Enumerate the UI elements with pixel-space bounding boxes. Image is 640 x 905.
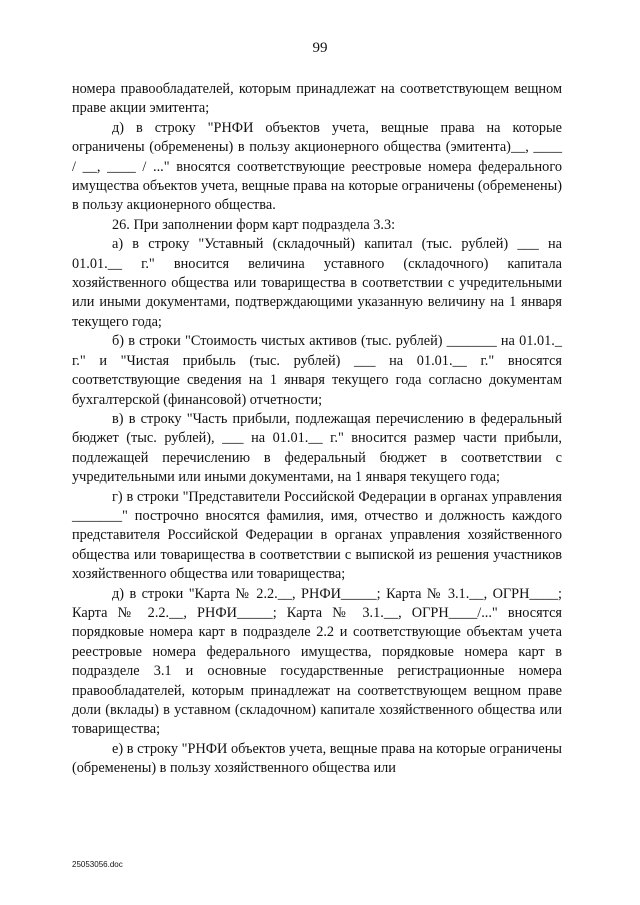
paragraph-item-g: г) в строки "Представители Российской Федерации в органах управления _______" построчно вносятся фамилия, имя, отчество и должность каждого представителя Российской Федерации в органах управления хозяйственного общества или товарищества в соответствии с выпиской из решения участников хозяйственного общества или товарищества; <box>72 488 562 583</box>
paragraph-item-v: в) в строку "Часть прибыли, подлежащая перечислению в федеральный бюджет (тыс. рублей), ___ на 01.01.__ г." вносится размер части прибыли, подлежащей перечислению в федеральный бюджет в соответствии с учредительными или иными документами, на 1 января текущего года; <box>72 410 562 486</box>
paragraph-item-a: а) в строку "Уставный (складочный) капитал (тыс. рублей) ___ на 01.01.__ г." вносится величина уставного (складочного) капитала хозяйственного общества или товарищества в соответствии с учредительными или иными документами, подтверждающими указанную величину на 1 января текущего года; <box>72 236 562 330</box>
paragraph-item-d-rnfi: д) в строку "РНФИ объектов учета, вещные права на которые ограничены (обременены) в пользу акционерного общества (эмитента)__, ____ / __, ____ / ..." вносятся соответствующие реестровые номера федерального имущества объектов учета, вещные права на которые ограничены (обременены) в пользу акционерного общества. <box>72 119 562 214</box>
footer-filename: 25053056.doc <box>72 860 123 869</box>
paragraph-item-e: е) в строку "РНФИ объектов учета, вещные права на которые ограничены (обременены) в пользу хозяйственного общества или <box>72 740 562 777</box>
paragraph-item-b: б) в строки "Стоимость чистых активов (тыс. рублей) _______ на 01.01._ г." и "Чистая прибыль (тыс. рублей) ___ на 01.01.__ г." вносятся соответствующие сведения на 1 января текущего года согласно документам бухгалтерской (финансовой) отчетности; <box>72 333 562 408</box>
paragraph-continuation: номера правообладателей, которым принадлежат на соответствующем вещном праве акции эмитента; <box>72 81 562 117</box>
page-number: 99 <box>312 40 328 56</box>
paragraph-section-26: 26. При заполнении форм карт подраздела 3.3: <box>112 216 396 233</box>
document-body <box>72 80 562 779</box>
paragraph-item-d-cards: д) в строки "Карта № 2.2.__, РНФИ_____; Карта № 3.1.__, ОГРН____; Карта № 2.2.__, РНФИ_____; Карта № 3.1.__, ОГРН____/..." вносятся порядковые номера карт в подразделе 2.2 и соответствующие объектам учета реестровые номера федерального имущества, порядковые номера карт в подразделе 3.1 и основные государственные регистрационные номера правообладателей, которым принадлежат на соответствующем вещном праве доли (вклады) в уставном (складочном) капитале хозяйственного общества или товарищества; <box>72 585 562 738</box>
